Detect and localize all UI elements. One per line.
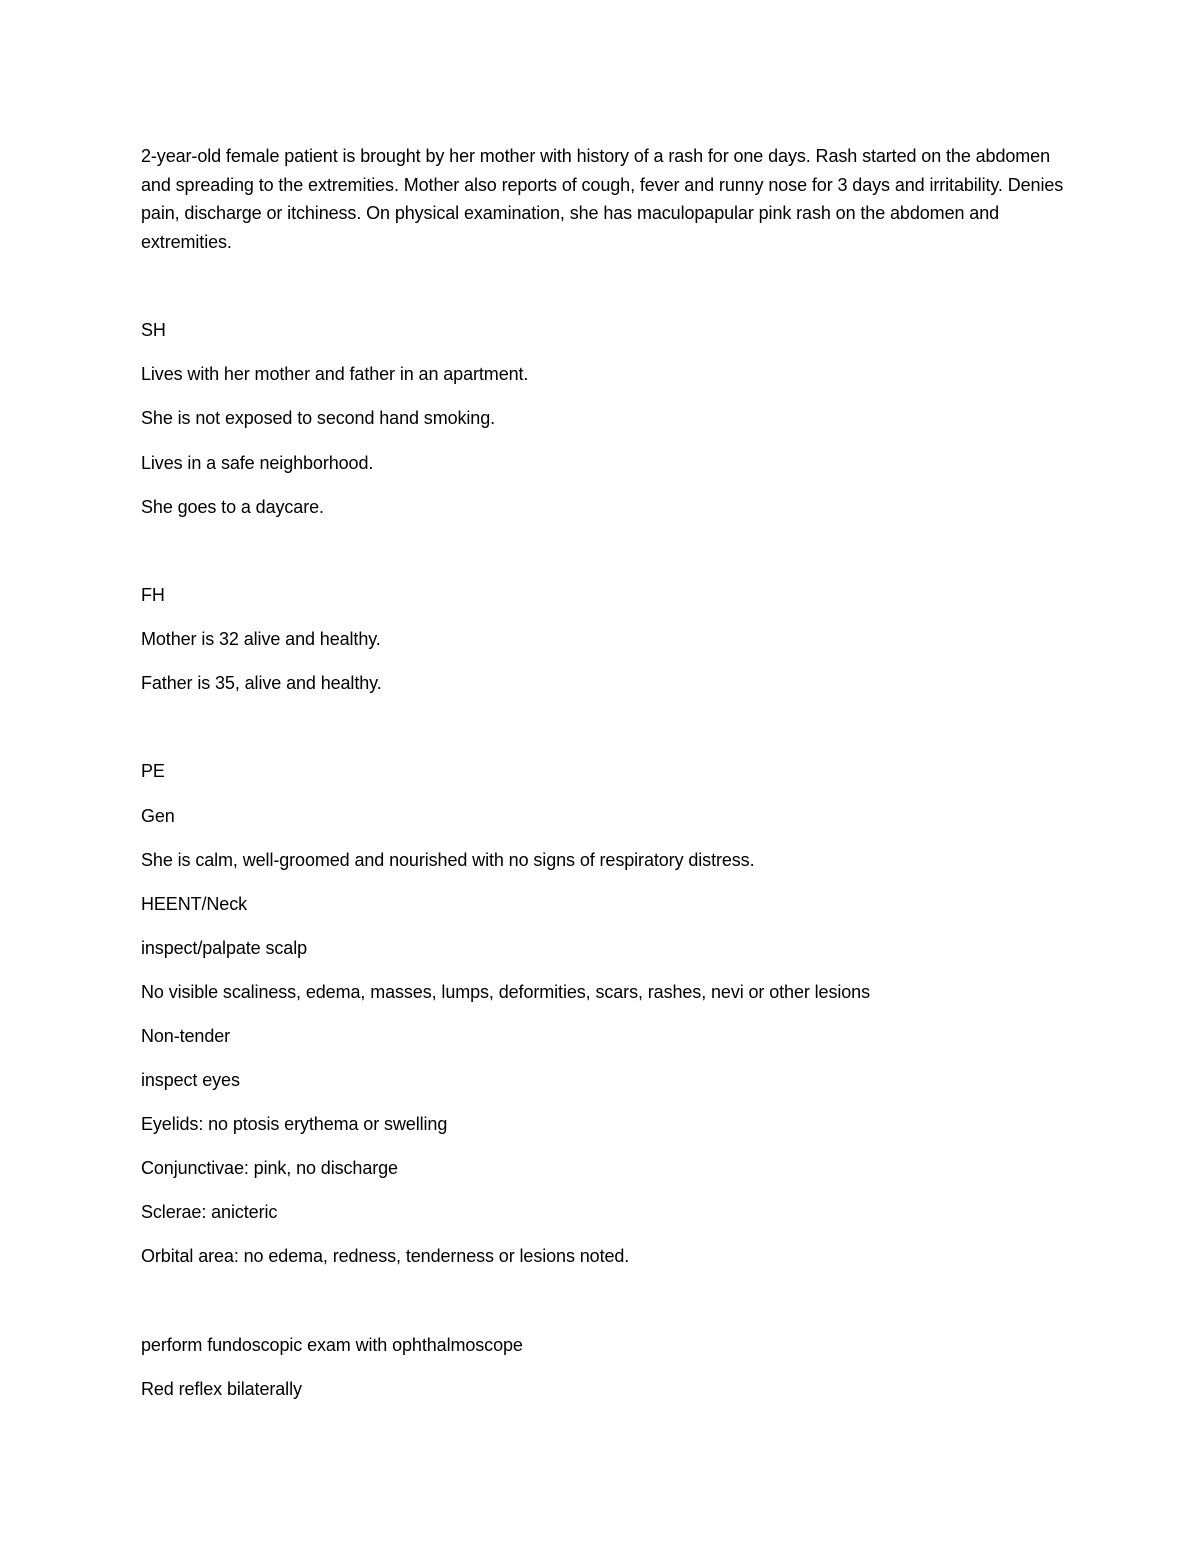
eyes-finding: Eyelids: no ptosis erythema or swelling [141,1114,448,1134]
social-history-item: She is not exposed to second hand smoking. [141,408,496,428]
social-history-item: Lives in a safe neighborhood. [141,453,374,473]
family-history-item: Father is 35, alive and healthy. [141,673,382,693]
eyes-finding: Sclerae: anicteric [141,1202,278,1222]
scalp-label: inspect/palpate scalp [141,938,308,958]
social-history-item: Lives with her mother and father in an apartment. [141,364,529,384]
scalp-finding: No visible scaliness, edema, masses, lumps, deformities, scars, rashes, nevi or other lesions [141,982,870,1002]
case-presentation-paragraph: 2-year-old female patient is brought by her mother with history of a rash for one days. Rash started on the abdomen and spreading to the extremities. Mother also reports of cough, fever and runny nose for 3 days and irritability. Denies pain, discharge or itchiness. On physical examination, she has maculopapular pink rash on the abdomen and extremities. [141,146,1064,252]
eyes-finding: Orbital area: no edema, redness, tenderness or lesions noted. [141,1246,630,1266]
general-label: Gen [141,806,175,826]
family-history-item: Mother is 32 alive and healthy. [141,629,381,649]
general-finding: She is calm, well-groomed and nourished with no signs of respiratory distress. [141,850,755,870]
family-history-heading: FH [141,585,165,605]
scalp-finding: Non-tender [141,1026,231,1046]
fundoscopic-label: perform fundoscopic exam with ophthalmoscope [141,1335,523,1355]
eyes-finding: Conjunctivae: pink, no discharge [141,1158,398,1178]
social-history-heading: SH [141,320,166,340]
physical-exam-heading: PE [141,761,165,781]
social-history-item: She goes to a daycare. [141,497,324,517]
heent-label: HEENT/Neck [141,894,248,914]
fundoscopic-finding: Red reflex bilaterally [141,1379,302,1399]
eyes-label: inspect eyes [141,1070,240,1090]
